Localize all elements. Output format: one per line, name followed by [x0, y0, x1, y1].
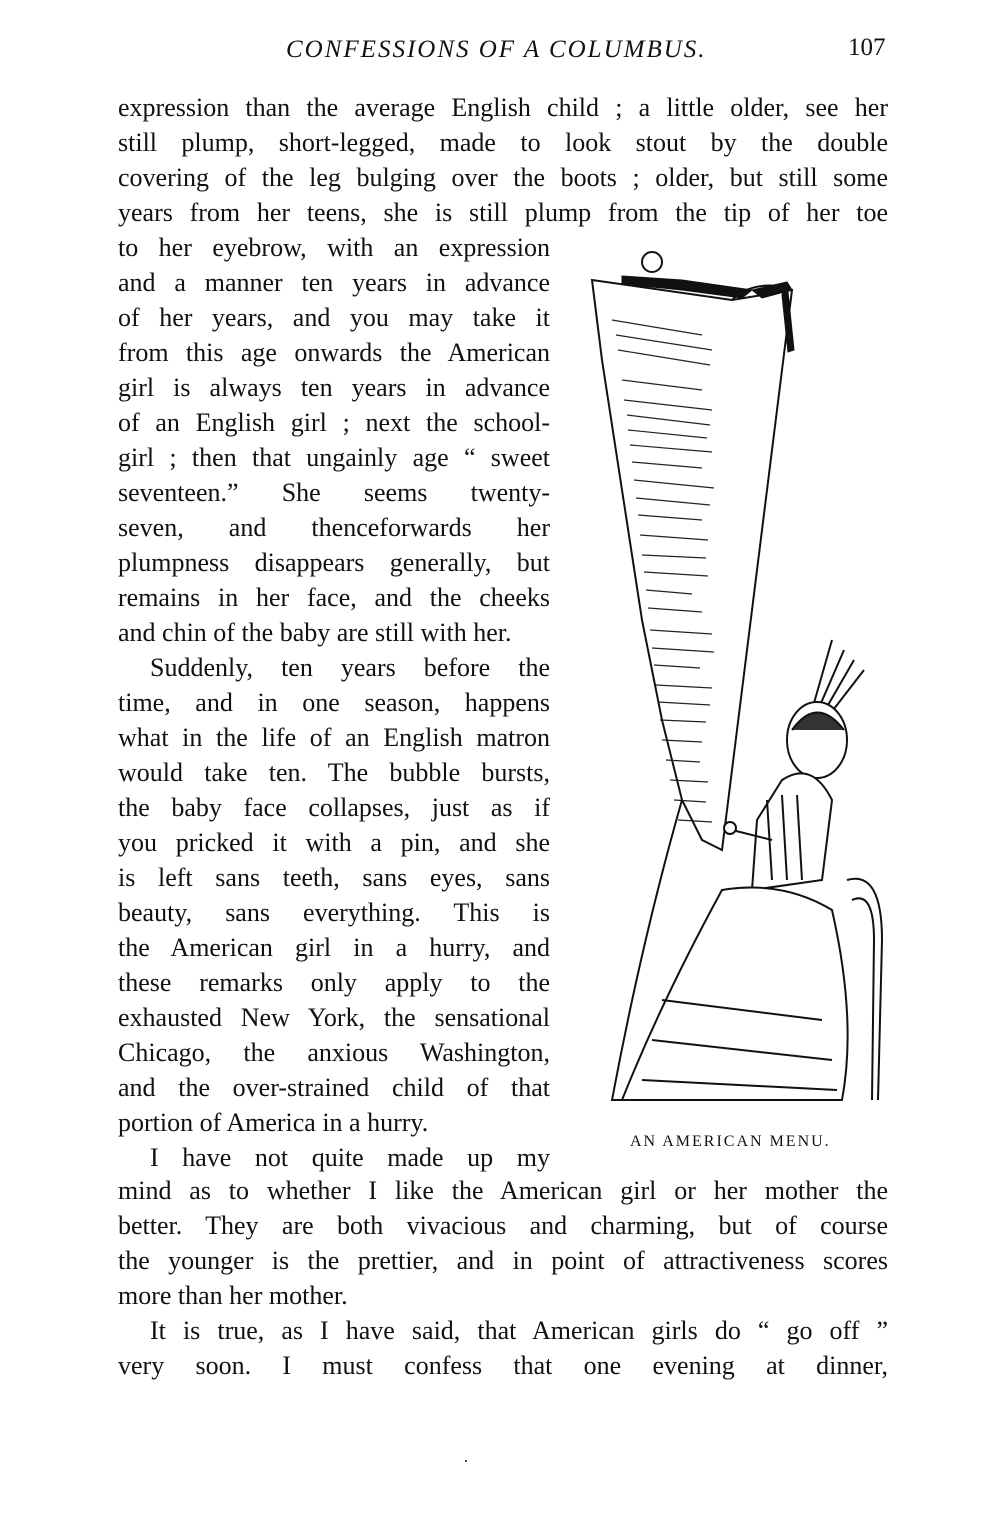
figure-caption: AN AMERICAN MENU. — [630, 1133, 831, 1150]
text-line: I have not quite made up my — [150, 1143, 550, 1172]
text-line: better. They are both vivacious and charming, but of course — [118, 1211, 888, 1240]
page-number: 107 — [848, 34, 886, 61]
text-line: and chin of the baby are still with her. — [118, 618, 512, 647]
text-line: Suddenly, ten years before the — [150, 653, 550, 682]
text-line: seven, and thenceforwards her — [118, 513, 550, 542]
text-line: of an English girl ; next the school- — [118, 408, 550, 437]
text-line: mind as to whether I like the American girl or her mother the — [118, 1176, 888, 1205]
text-line: years from her teens, she is still plump from the tip of her toe — [118, 198, 888, 227]
text-line: remains in her face, and the cheeks — [118, 583, 550, 612]
text-line: Chicago, the anxious Washington, — [118, 1038, 550, 1067]
text-line: still plump, short-legged, made to look stout by the double — [118, 128, 888, 157]
text-line: from this age onwards the American — [118, 338, 550, 367]
text-line: girl is always ten years in advance — [118, 373, 550, 402]
text-line: the baby face collapses, just as if — [118, 793, 550, 822]
text-line: more than her mother. — [118, 1281, 348, 1310]
page-speck — [465, 1460, 467, 1462]
text-line: expression than the average English child ; a little older, see her — [118, 93, 888, 122]
text-line: what in the life of an English matron — [118, 723, 550, 752]
text-line: to her eyebrow, with an expression — [118, 233, 550, 262]
running-title: CONFESSIONS OF A COLUMBUS. — [286, 36, 707, 63]
text-line: It is true, as I have said, that American girls do “ go off ” — [150, 1316, 888, 1345]
text-line: portion of America in a hurry. — [118, 1108, 429, 1137]
text-line: girl ; then that ungainly age “ sweet — [118, 443, 550, 472]
text-line: exhausted New York, the sensational — [118, 1003, 550, 1032]
text-line: these remarks only apply to the — [118, 968, 550, 997]
text-line: of her years, and you may take it — [118, 303, 550, 332]
text-line: the American girl in a hurry, and — [118, 933, 550, 962]
text-line: and a manner ten years in advance — [118, 268, 550, 297]
text-line: would take ten. The bubble bursts, — [118, 758, 550, 787]
text-line: plumpness disappears generally, but — [118, 548, 550, 577]
text-line: and the over-strained child of that — [118, 1073, 550, 1102]
text-line: time, and in one season, happens — [118, 688, 550, 717]
scroll-shape — [592, 280, 792, 850]
text-line: covering of the leg bulging over the boots ; older, but still some — [118, 163, 888, 192]
text-line: very soon. I must confess that one evening at dinner, — [118, 1351, 888, 1380]
text-line: seventeen.” She seems twenty- — [118, 478, 550, 507]
text-line: beauty, sans everything. This is — [118, 898, 550, 927]
text-line: you pricked it with a pin, and she — [118, 828, 550, 857]
text-line: the younger is the prettier, and in point of attractiveness scores — [118, 1246, 888, 1275]
american-menu-illustration — [582, 240, 888, 1128]
text-line: is left sans teeth, sans eyes, sans — [118, 863, 550, 892]
